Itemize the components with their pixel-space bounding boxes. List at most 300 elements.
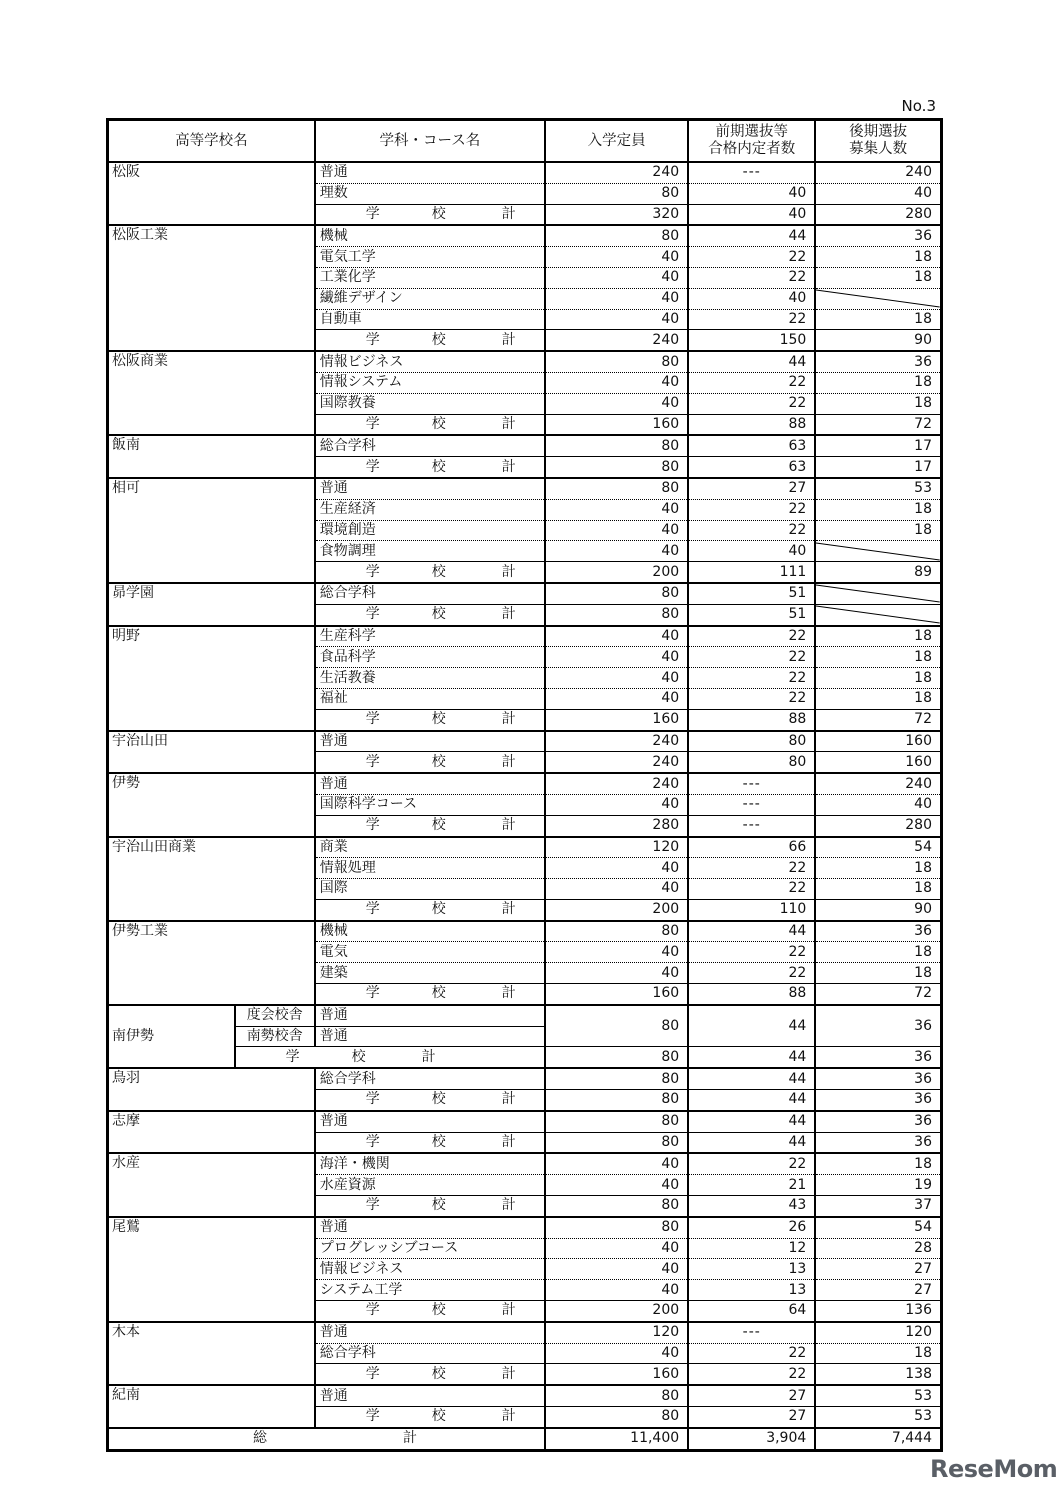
late-recruit-value [815,604,941,625]
early-admit-value: 150 [688,330,815,351]
course-name: 情報ビジネス [315,351,545,372]
late-recruit-value: 240 [815,773,941,794]
early-admit-value: 43 [688,1196,815,1217]
late-recruit-value: 40 [815,183,941,204]
late-recruit-value: 17 [815,457,941,478]
school-name: 相可 [108,478,315,583]
subtotal-label-char: 計 [501,563,516,580]
late-recruit-value: 18 [815,879,941,900]
course-name: 電気 [315,942,545,963]
grand-total-row [108,1428,942,1450]
late-recruit-value: 19 [815,1175,941,1196]
course-name: 普通 [315,162,545,183]
capacity-value: 240 [545,330,688,351]
capacity-value: 80 [545,1407,688,1428]
early-admit-value: 63 [688,435,815,456]
school-name: 飯南 [108,435,315,478]
early-admit-value: 88 [688,709,815,730]
capacity-value: 160 [545,709,688,730]
early-admit-value: 27 [688,478,815,499]
merged-early-value: 44 [688,1005,815,1047]
capacity-value: 80 [545,351,688,372]
late-recruit-value: 18 [815,668,941,689]
late-recruit-value: 17 [815,435,941,456]
subtotal-label-char: 計 [501,1134,516,1151]
subtotal-label-char: 校 [431,817,446,834]
table-row [108,435,942,456]
early-admit-value: 22 [688,520,815,541]
school-name: 水産 [108,1153,315,1216]
subtotal-label-char: 校 [431,1365,446,1382]
late-recruit-value: 72 [815,414,941,435]
late-recruit-value: 36 [815,921,941,942]
course-name: 総合学科 [315,583,545,604]
course-name: 食物調理 [315,541,545,562]
late-recruit-value: 53 [815,478,941,499]
capacity-value: 80 [545,1196,688,1217]
subtotal-label-char: 計 [501,458,516,475]
subtotal-label-char: 校 [431,458,446,475]
subtotal-label-char: 計 [501,985,516,1002]
capacity-value: 280 [545,815,688,836]
early-admit-value: --- [688,794,815,815]
capacity-value: 160 [545,414,688,435]
capacity-value: 80 [545,583,688,604]
header-late: 後期選抜 募集人数 [815,120,941,163]
capacity-value: 40 [545,393,688,414]
early-admit-value: 13 [688,1259,815,1280]
school-subtotal-label [315,1090,545,1111]
subtotal-label-char: 校 [431,711,446,728]
early-admit-value: 12 [688,1238,815,1259]
subtotal-label-char: 学 [365,753,380,770]
late-recruit-value: 136 [815,1301,941,1322]
course-name: 普通 [315,1026,545,1047]
subtotal-label-char: 校 [431,205,446,222]
subtotal-label-char: 計 [501,1302,516,1319]
late-recruit-value: 36 [815,1047,941,1068]
capacity-value: 40 [545,963,688,984]
late-recruit-value: 72 [815,709,941,730]
school-subtotal-label [315,1132,545,1153]
early-admit-value: 13 [688,1280,815,1301]
table-row [108,1385,942,1406]
school-name: 伊勢 [108,773,315,836]
late-recruit-value: 36 [815,351,941,372]
subtotal-label-char: 校 [431,415,446,432]
school-subtotal-label [315,815,545,836]
school-subtotal-label [315,604,545,625]
capacity-value: 80 [545,921,688,942]
subtotal-label-char: 計 [501,606,516,623]
early-admit-value: 22 [688,372,815,393]
late-recruit-value: 27 [815,1280,941,1301]
capacity-value: 40 [545,1153,688,1174]
capacity-value: 240 [545,731,688,752]
late-recruit-value: 40 [815,794,941,815]
school-subtotal-label [315,899,545,920]
late-recruit-value: 54 [815,1217,941,1238]
capacity-value: 40 [545,942,688,963]
table-row [108,1111,942,1132]
course-name: 国際教養 [315,393,545,414]
grand-total-label-1: 総 [253,1430,267,1447]
subtotal-label-char: 計 [501,1197,516,1214]
course-name: 生活教養 [315,668,545,689]
subtotal-label-char: 校 [431,606,446,623]
capacity-value: 80 [545,1132,688,1153]
late-recruit-value: 18 [815,963,941,984]
subtotal-label-char: 校 [431,1302,446,1319]
subtotal-label-char: 計 [501,415,516,432]
subtotal-label-char: 計 [501,205,516,222]
course-name: 普通 [315,773,545,794]
diagonal-strike-icon [816,605,940,624]
table-row [108,626,942,647]
subtotal-label-char: 計 [501,1091,516,1108]
subtotal-label-char: 計 [501,1408,516,1425]
late-recruit-value: 138 [815,1364,941,1385]
early-admit-value: 27 [688,1407,815,1428]
capacity-value: 160 [545,1364,688,1385]
early-admit-value: 40 [688,541,815,562]
page-number: No.3 [901,97,936,115]
table-row [108,225,942,246]
capacity-value: 80 [545,1090,688,1111]
course-name: 電気工学 [315,247,545,268]
late-recruit-value: 89 [815,562,941,583]
school-name: 松阪工業 [108,225,315,351]
subtotal-label-char: 計 [501,711,516,728]
late-recruit-value: 18 [815,309,941,330]
capacity-value: 80 [545,1385,688,1406]
school-name: 松阪商業 [108,351,315,435]
course-name: 普通 [315,1385,545,1406]
early-admit-value: 21 [688,1175,815,1196]
late-recruit-value: 18 [815,942,941,963]
admissions-table [106,118,943,1452]
subtotal-label-char: 校 [431,1091,446,1108]
course-name: 普通 [315,478,545,499]
early-admit-value: 44 [688,225,815,246]
early-admit-value: 51 [688,604,815,625]
early-admit-value: 22 [688,668,815,689]
early-admit-value: 44 [688,1090,815,1111]
subtotal-label-char: 学 [365,205,380,222]
course-name: 普通 [315,1005,545,1026]
course-name: 生産経済 [315,499,545,520]
early-admit-value: 22 [688,247,815,268]
header-row [108,120,942,163]
course-name: 繊維デザイン [315,288,545,309]
subtotal-label-char: 学 [365,606,380,623]
early-admit-value: 88 [688,414,815,435]
capacity-value: 40 [545,309,688,330]
subtotal-label-char: 校 [431,753,446,770]
course-name: 普通 [315,1217,545,1238]
early-admit-value: --- [688,773,815,794]
capacity-value: 40 [545,794,688,815]
early-admit-value: --- [688,815,815,836]
capacity-value: 200 [545,562,688,583]
subtotal-label-char: 学 [365,817,380,834]
course-name: 生産科学 [315,626,545,647]
school-subtotal-label [315,1301,545,1322]
school-name: 伊勢工業 [108,921,315,1005]
early-admit-value: 22 [688,626,815,647]
course-name: 商業 [315,837,545,858]
grand-total-early: 3,904 [688,1428,815,1450]
subtotal-label-char: 校 [431,563,446,580]
early-admit-value: 40 [688,288,815,309]
course-name: システム工学 [315,1280,545,1301]
early-admit-value: 22 [688,267,815,288]
late-recruit-value: 53 [815,1407,941,1428]
course-name: プログレッシブコース [315,1238,545,1259]
capacity-value: 40 [545,520,688,541]
late-recruit-value: 18 [815,247,941,268]
school-name: 明野 [108,626,315,731]
subtotal-label-char: 学 [365,415,380,432]
capacity-value: 40 [545,1280,688,1301]
header-early: 前期選抜等 合格内定者数 [688,120,815,163]
course-name: 自動車 [315,309,545,330]
early-admit-value: 110 [688,899,815,920]
early-admit-value: 111 [688,562,815,583]
course-name: 総合学科 [315,435,545,456]
subtotal-label-char: 学 [365,1365,380,1382]
subtotal-label-char: 学 [285,1048,300,1065]
early-admit-value: 22 [688,393,815,414]
capacity-value: 160 [545,984,688,1005]
capacity-value: 40 [545,267,688,288]
header-capacity: 入学定員 [545,120,688,163]
capacity-value: 320 [545,204,688,225]
subtotal-label-char: 校 [431,901,446,918]
late-recruit-value: 37 [815,1196,941,1217]
school-subtotal-label [315,330,545,351]
late-recruit-value: 120 [815,1322,941,1343]
late-recruit-value [815,541,941,562]
header-school: 高等学校名 [108,120,315,163]
school-name: 志摩 [108,1111,315,1154]
early-admit-value: 22 [688,309,815,330]
capacity-value: 200 [545,1301,688,1322]
capacity-value: 240 [545,773,688,794]
subtotal-label-char: 計 [501,1365,516,1382]
subtotal-label-char: 計 [421,1048,436,1065]
grand-total-label-2: 計 [403,1430,417,1447]
subtotal-label-char: 校 [431,1408,446,1425]
grand-total-late: 7,444 [815,1428,941,1450]
subtotal-label-char: 学 [365,711,380,728]
late-recruit-value: 280 [815,815,941,836]
school-subtotal-label [315,204,545,225]
late-recruit-value: 18 [815,372,941,393]
capacity-value: 40 [545,879,688,900]
late-recruit-value [815,583,941,604]
course-name: 食品科学 [315,647,545,668]
subtotal-label-char: 学 [365,563,380,580]
course-name: 海洋・機関 [315,1153,545,1174]
early-admit-value: 44 [688,1068,815,1089]
late-recruit-value: 160 [815,731,941,752]
early-admit-value: 44 [688,1111,815,1132]
diagonal-strike-icon [816,289,940,308]
subtotal-label-char: 学 [365,1408,380,1425]
late-recruit-value: 18 [815,393,941,414]
capacity-value: 40 [545,1238,688,1259]
subtotal-label-char: 計 [501,901,516,918]
early-admit-value: --- [688,1322,815,1343]
early-admit-value: 22 [688,688,815,709]
capacity-value: 240 [545,162,688,183]
diagonal-strike-icon [816,542,940,561]
late-recruit-value: 72 [815,984,941,1005]
capacity-value: 80 [545,478,688,499]
late-recruit-value: 18 [815,1343,941,1364]
subtotal-label-char: 学 [365,1091,380,1108]
school-subtotal-label [315,1407,545,1428]
school-subtotal-label [315,414,545,435]
late-recruit-value: 18 [815,647,941,668]
early-admit-value: 88 [688,984,815,1005]
late-recruit-value: 90 [815,899,941,920]
early-admit-value: 44 [688,921,815,942]
capacity-value: 40 [545,858,688,879]
capacity-value: 40 [545,499,688,520]
early-admit-value: 40 [688,204,815,225]
school-subtotal-label [315,709,545,730]
late-recruit-value: 27 [815,1259,941,1280]
capacity-value: 200 [545,899,688,920]
table-row [108,1322,942,1343]
course-name: 普通 [315,1322,545,1343]
school-name: 松阪 [108,162,315,225]
school-name: 宇治山田 [108,731,315,774]
merged-cap-value: 80 [545,1005,688,1047]
late-recruit-value: 36 [815,1068,941,1089]
school-subtotal-label [315,752,545,773]
campus-name: 度会校舎 [235,1005,315,1026]
course-name: 環境創造 [315,520,545,541]
course-name: 国際科学コース [315,794,545,815]
course-name: 機械 [315,225,545,246]
early-admit-value: 22 [688,879,815,900]
early-admit-value: 22 [688,647,815,668]
early-admit-value: 22 [688,942,815,963]
school-name: 尾鷲 [108,1217,315,1322]
early-admit-value: 44 [688,351,815,372]
late-recruit-value: 18 [815,858,941,879]
capacity-value: 40 [545,647,688,668]
capacity-value: 40 [545,1259,688,1280]
subtotal-label-char: 学 [365,901,380,918]
course-name: 普通 [315,1111,545,1132]
capacity-value: 40 [545,1343,688,1364]
course-name: 情報ビジネス [315,1259,545,1280]
capacity-value: 120 [545,837,688,858]
table-row [108,478,942,499]
early-admit-value: 80 [688,731,815,752]
school-subtotal-label [235,1047,545,1068]
capacity-value: 80 [545,183,688,204]
late-recruit-value: 18 [815,499,941,520]
subtotal-label-char: 学 [365,1134,380,1151]
late-recruit-value: 18 [815,1153,941,1174]
capacity-value: 80 [545,1068,688,1089]
merged-late-value: 36 [815,1005,941,1047]
capacity-value: 120 [545,1322,688,1343]
campus-name: 南勢校舎 [235,1026,315,1047]
early-admit-value: 22 [688,963,815,984]
early-admit-value: 22 [688,858,815,879]
subtotal-label-char: 学 [365,1302,380,1319]
late-recruit-value: 280 [815,204,941,225]
school-name: 昴学園 [108,583,315,626]
late-recruit-value: 18 [815,520,941,541]
early-admit-value: 44 [688,1047,815,1068]
early-admit-value: 63 [688,457,815,478]
capacity-value: 80 [545,225,688,246]
subtotal-label-char: 学 [365,1197,380,1214]
late-recruit-value: 36 [815,1111,941,1132]
school-subtotal-label [315,984,545,1005]
capacity-value: 40 [545,247,688,268]
capacity-value: 40 [545,688,688,709]
early-admit-value: 27 [688,1385,815,1406]
grand-total-capacity: 11,400 [545,1428,688,1450]
early-admit-value: 22 [688,1343,815,1364]
school-subtotal-label [315,457,545,478]
school-name: 木本 [108,1322,315,1385]
subtotal-label-char: 校 [351,1048,366,1065]
school-subtotal-label [315,562,545,583]
table-row [108,837,942,858]
late-recruit-value: 36 [815,225,941,246]
course-name: 総合学科 [315,1068,545,1089]
subtotal-label-char: 校 [431,1134,446,1151]
header-course: 学科・コース名 [315,120,545,163]
table-row [108,351,942,372]
early-admit-value: 66 [688,837,815,858]
early-admit-value: 64 [688,1301,815,1322]
capacity-value: 80 [545,457,688,478]
late-recruit-value: 18 [815,688,941,709]
capacity-value: 80 [545,1111,688,1132]
late-recruit-value: 36 [815,1132,941,1153]
course-name: 国際 [315,879,545,900]
late-recruit-value: 160 [815,752,941,773]
course-name: 理数 [315,183,545,204]
early-admit-value: 44 [688,1132,815,1153]
school-name: 鳥羽 [108,1068,315,1111]
early-admit-value: 22 [688,1364,815,1385]
capacity-value: 80 [545,604,688,625]
early-admit-value: 51 [688,583,815,604]
capacity-value: 40 [545,1175,688,1196]
subtotal-label-char: 校 [431,985,446,1002]
subtotal-label-char: 学 [365,985,380,1002]
late-recruit-value: 18 [815,626,941,647]
capacity-value: 80 [545,1217,688,1238]
subtotal-label-char: 校 [431,1197,446,1214]
course-name: 情報システム [315,372,545,393]
early-admit-value: 40 [688,183,815,204]
table-row [108,1005,942,1026]
subtotal-label-char: 計 [501,817,516,834]
course-name: 機械 [315,921,545,942]
